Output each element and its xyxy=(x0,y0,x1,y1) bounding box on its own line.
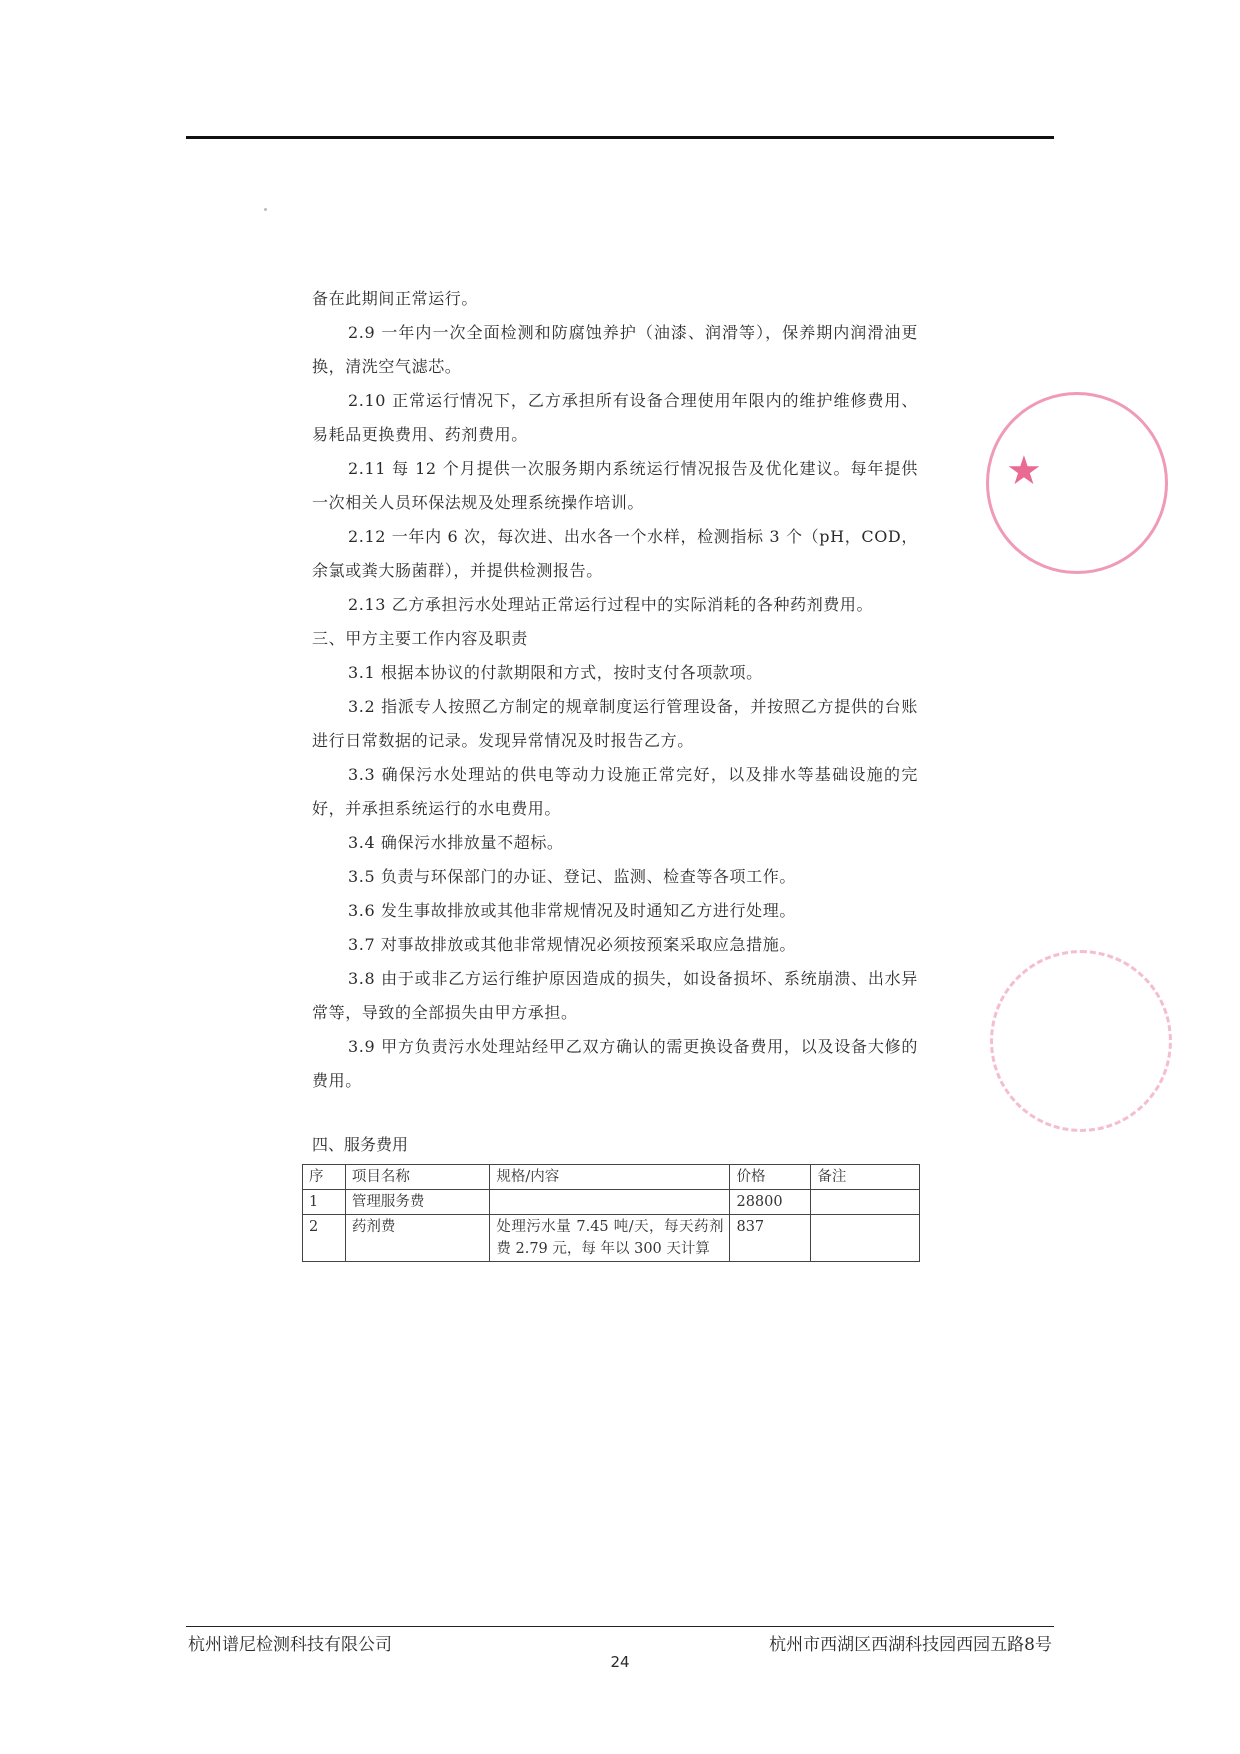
body-paragraph: 2.13 乙方承担污水处理站正常运行过程中的实际消耗的各种药剂费用。 xyxy=(348,595,874,614)
row-spec xyxy=(490,1190,730,1215)
header-cell-item: 项目名称 xyxy=(345,1165,489,1190)
body-paragraph: 2.12 一年内 6 次，每次进、出水各一个水样，检测指标 3 个（pH，COD，余氯或粪大肠菌群），并提供检测报告。 xyxy=(312,527,918,580)
table-row xyxy=(303,1215,920,1262)
fee-section-title: 四、服务费用 xyxy=(312,1135,409,1154)
body-paragraph: 3.2 指派专人按照乙方制定的规章制度运行管理设备，并按照乙方提供的台账进行日常数据的记录。发现异常情况及时报告乙方。 xyxy=(312,697,918,750)
body-paragraph: 3.1 根据本协议的付款期限和方式，按时支付各项款项。 xyxy=(348,663,763,682)
row-index: 2 xyxy=(303,1215,346,1262)
seal-star-icon: ★ xyxy=(1006,448,1042,494)
body-paragraph: 2.9 一年内一次全面检测和防腐蚀养护（油漆、润滑等），保养期内润滑油更换，清洗空气滤芯。 xyxy=(312,323,918,376)
body-paragraph: 备在此期间正常运行。 xyxy=(312,289,479,308)
fee-table-header xyxy=(303,1165,920,1190)
header-cell-spec: 规格/内容 xyxy=(490,1165,730,1190)
body-paragraph: 2.10 正常运行情况下，乙方承担所有设备合理使用年限内的维护维修费用、易耗品更换费用、药剂费用。 xyxy=(312,391,918,444)
page-number: 24 xyxy=(610,1653,630,1671)
header-cell-index: 序 xyxy=(303,1165,346,1190)
header-rule xyxy=(186,136,1054,139)
row-item: 药剂费 xyxy=(345,1215,489,1262)
footer-rule xyxy=(186,1626,1054,1627)
header-cell-price: 价格 xyxy=(730,1165,811,1190)
row-spec: 处理污水量 7.45 吨/天，每天药剂费 2.79 元，每 年以 300 天计算 xyxy=(490,1215,730,1262)
row-remark xyxy=(811,1215,920,1262)
table-row xyxy=(303,1190,920,1215)
body-paragraph: 3.7 对事故排放或其他非常规情况必须按预案采取应急措施。 xyxy=(348,935,796,954)
faded-seal-stamp xyxy=(990,950,1172,1132)
body-paragraph: 3.5 负责与环保部门的办证、登记、监测、检查等各项工作。 xyxy=(348,867,796,886)
row-index: 1 xyxy=(303,1190,346,1215)
header-cell-remark: 备注 xyxy=(811,1165,920,1190)
row-price: 837 xyxy=(730,1215,811,1262)
scan-speck xyxy=(264,208,267,211)
row-remark xyxy=(811,1190,920,1215)
footer-company-name: 杭州谱尼检测科技有限公司 xyxy=(188,1635,392,1655)
body-paragraph: 3.6 发生事故排放或其他非常规情况及时通知乙方进行处理。 xyxy=(348,901,796,920)
body-paragraph: 2.11 每 12 个月提供一次服务期内系统运行情况报告及优化建议。每年提供一次相关人员环保法规及处理系统操作培训。 xyxy=(312,459,918,512)
body-paragraph: 3.4 确保污水排放量不超标。 xyxy=(348,833,564,852)
row-item: 管理服务费 xyxy=(345,1190,489,1215)
row-price: 28800 xyxy=(730,1190,811,1215)
body-paragraph: 三、甲方主要工作内容及职责 xyxy=(312,629,528,648)
body-paragraph: 3.9 甲方负责污水处理站经甲乙双方确认的需更换设备费用，以及设备大修的费用。 xyxy=(312,1037,918,1090)
footer-address: 杭州市西湖区西湖科技园西园五路8号 xyxy=(769,1635,1052,1655)
body-paragraph: 3.3 确保污水处理站的供电等动力设施正常完好，以及排水等基础设施的完好，并承担系统运行的水电费用。 xyxy=(312,765,918,818)
contract-body xyxy=(312,282,918,1098)
body-paragraph: 3.8 由于或非乙方运行维护原因造成的损失，如设备损坏、系统崩溃、出水异常等，导致的全部损失由甲方承担。 xyxy=(312,969,918,1022)
fee-table xyxy=(302,1164,920,1262)
